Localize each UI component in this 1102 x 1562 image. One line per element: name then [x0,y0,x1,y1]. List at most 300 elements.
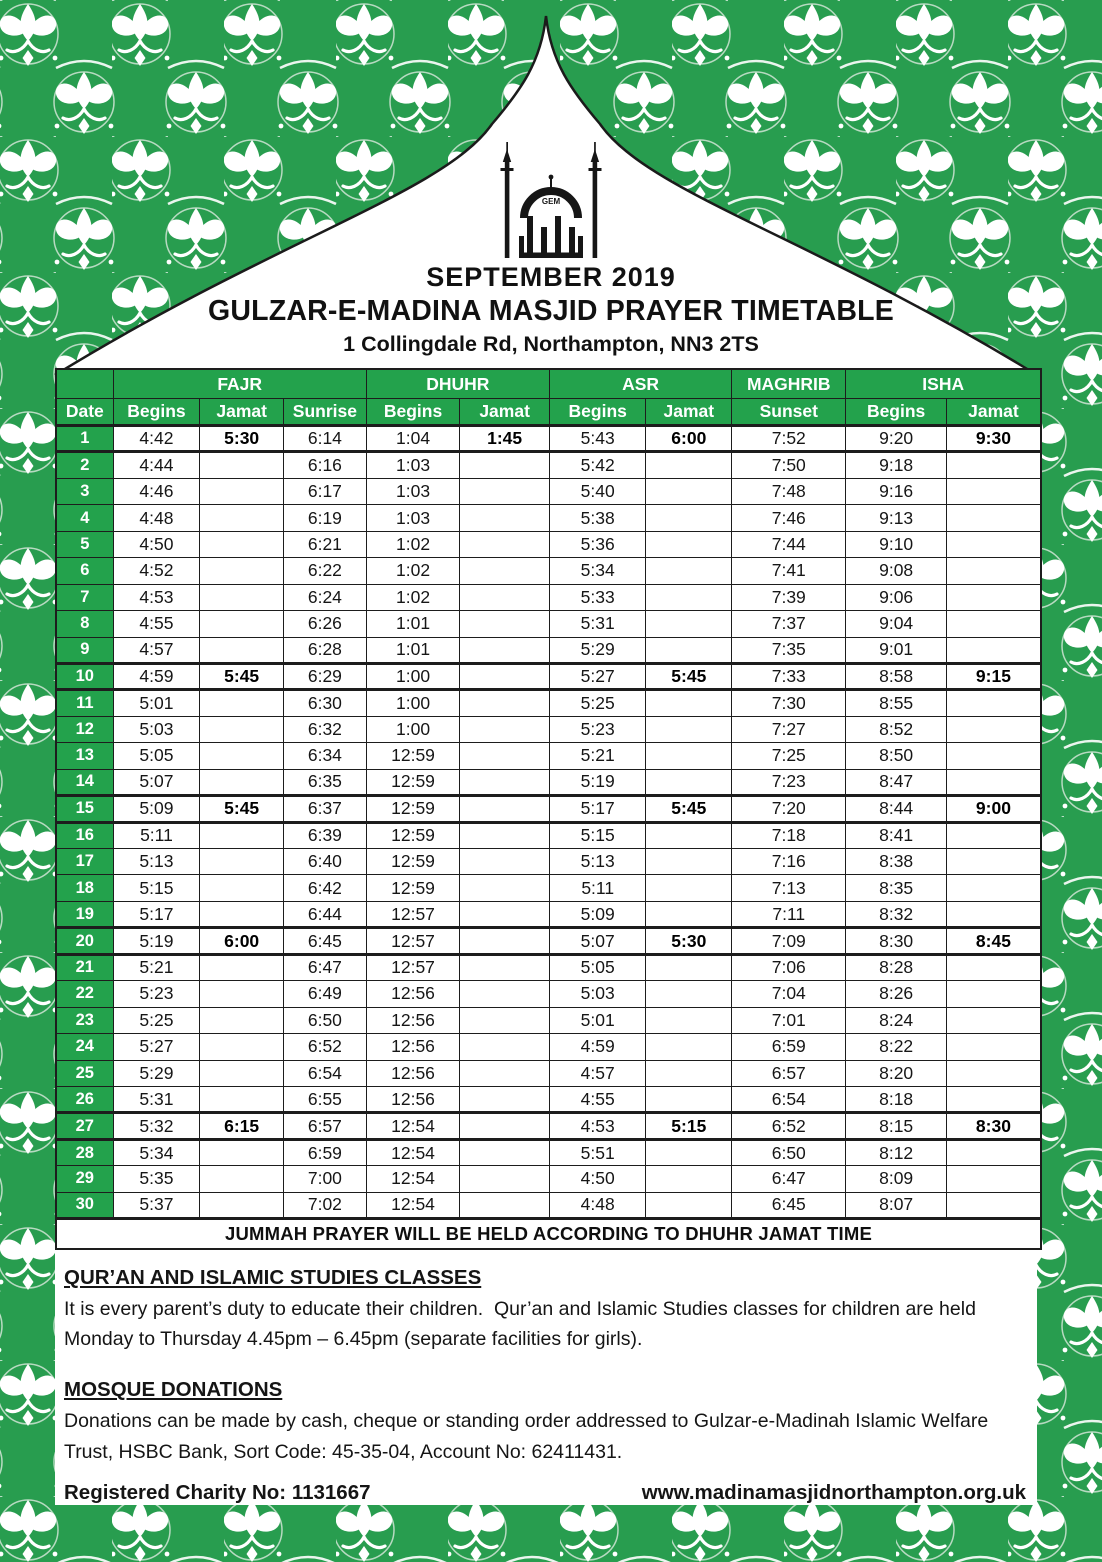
time-cell: 5:32 [113,1113,200,1139]
time-cell: 5:31 [113,1086,200,1112]
time-cell: 5:34 [113,1139,200,1165]
jamat-time-cell [946,822,1041,848]
time-cell: 5:35 [113,1166,200,1192]
time-cell: 7:00 [284,1166,367,1192]
jamat-time-cell [646,1192,732,1218]
table-row [56,663,1041,689]
jamat-time-cell [946,1034,1041,1060]
time-cell: 4:46 [113,478,200,504]
table-row [56,769,1041,795]
jamat-time-cell [946,611,1041,637]
time-cell: 5:23 [549,716,646,742]
jamat-time-cell [460,637,550,663]
jamat-time-cell [646,1086,732,1112]
jamat-time-cell [646,901,732,927]
date-cell: 13 [56,743,113,769]
jamat-time-cell [460,690,550,716]
jamat-time-cell [200,1086,284,1112]
table-row [56,1192,1041,1218]
time-cell: 4:52 [113,558,200,584]
jamat-time-cell [460,981,550,1007]
jamat-time-cell [946,584,1041,610]
date-cell: 6 [56,558,113,584]
time-cell: 6:14 [284,426,367,452]
table-row [56,637,1041,663]
time-cell: 8:26 [846,981,946,1007]
time-cell: 7:18 [732,822,846,848]
jamat-time-cell [946,505,1041,531]
time-cell: 5:01 [113,690,200,716]
table-row [56,901,1041,927]
jamat-time-cell [646,690,732,716]
jamat-time-cell [946,716,1041,742]
time-cell: 5:25 [113,1007,200,1033]
time-cell: 12:56 [366,1034,460,1060]
table-row [56,1113,1041,1139]
time-cell: 5:38 [549,505,646,531]
time-cell: 12:59 [366,743,460,769]
time-cell: 6:21 [284,531,367,557]
jamat-time-cell [460,954,550,980]
jamat-time-cell [946,954,1041,980]
jamat-time-cell [200,849,284,875]
jamat-time-cell [460,928,550,954]
time-cell: 8:32 [846,901,946,927]
jamat-time-cell [946,743,1041,769]
table-row [56,875,1041,901]
time-cell: 1:04 [366,426,460,452]
date-cell: 7 [56,584,113,610]
time-cell: 6:45 [284,928,367,954]
time-cell: 4:44 [113,452,200,478]
time-cell: 7:01 [732,1007,846,1033]
time-cell: 7:50 [732,452,846,478]
jamat-time-cell [460,505,550,531]
section-heading: MOSQUE DONATIONS [64,1378,283,1402]
time-cell: 7:04 [732,981,846,1007]
table-row [56,1060,1041,1086]
jamat-time-cell [646,1166,732,1192]
jamat-time-cell [646,822,732,848]
time-cell: 5:51 [549,1139,646,1165]
time-cell: 5:36 [549,531,646,557]
time-cell: 12:59 [366,849,460,875]
time-cell: 9:08 [846,558,946,584]
date-cell: 3 [56,478,113,504]
time-cell: 12:57 [366,901,460,927]
time-cell: 1:03 [366,478,460,504]
time-cell: 5:29 [549,637,646,663]
jamat-time-cell [460,901,550,927]
jamat-time-cell: 9:30 [946,426,1041,452]
time-cell: 12:59 [366,875,460,901]
jamat-time-cell [646,478,732,504]
jamat-time-cell [646,1034,732,1060]
time-cell: 6:47 [732,1166,846,1192]
jamat-time-cell: 1:45 [460,426,550,452]
time-cell: 8:12 [846,1139,946,1165]
date-cell: 17 [56,849,113,875]
table-corner-cell [56,369,113,399]
time-cell: 4:50 [549,1166,646,1192]
time-cell: 7:39 [732,584,846,610]
jamat-time-cell [460,716,550,742]
jamat-time-cell [646,981,732,1007]
table-row [56,531,1041,557]
jamat-time-cell [946,637,1041,663]
time-cell: 4:55 [549,1086,646,1112]
date-cell: 2 [56,452,113,478]
column-header: Begins [366,399,460,426]
date-cell: 20 [56,928,113,954]
jamat-time-cell [946,452,1041,478]
time-cell: 8:20 [846,1060,946,1086]
date-cell: 8 [56,611,113,637]
table-row [56,1034,1041,1060]
column-header: Jamat [200,399,284,426]
jamat-time-cell [460,663,550,689]
time-cell: 7:20 [732,796,846,822]
jamat-time-cell [460,452,550,478]
time-cell: 6:22 [284,558,367,584]
time-cell: 1:03 [366,505,460,531]
jamat-time-cell [646,452,732,478]
table-row [56,1166,1041,1192]
jamat-time-cell [460,849,550,875]
jamat-time-cell: 5:45 [200,663,284,689]
table-row [56,452,1041,478]
time-cell: 5:37 [113,1192,200,1218]
jamat-time-cell [646,954,732,980]
jamat-time-cell [460,478,550,504]
time-cell: 5:11 [113,822,200,848]
table-row [56,478,1041,504]
time-cell: 5:13 [549,849,646,875]
time-cell: 4:48 [549,1192,646,1218]
time-cell: 7:48 [732,478,846,504]
table-row [56,822,1041,848]
time-cell: 6:19 [284,505,367,531]
jamat-time-cell [946,849,1041,875]
time-cell: 9:13 [846,505,946,531]
date-cell: 14 [56,769,113,795]
time-cell: 5:27 [549,663,646,689]
time-cell: 5:15 [549,822,646,848]
jamat-time-cell [200,716,284,742]
jamat-time-cell [946,1166,1041,1192]
time-cell: 8:38 [846,849,946,875]
jamat-time-cell [200,558,284,584]
time-cell: 5:40 [549,478,646,504]
time-cell: 12:54 [366,1113,460,1139]
time-cell: 6:16 [284,452,367,478]
jamat-time-cell [946,901,1041,927]
jamat-time-cell [200,901,284,927]
info-sections [64,1266,1026,1505]
time-cell: 5:25 [549,690,646,716]
time-cell: 8:52 [846,716,946,742]
time-cell: 12:57 [366,954,460,980]
main-title: GULZAR-E-MADINA MASJID PRAYER TIMETABLE [208,295,894,327]
time-cell: 6:49 [284,981,367,1007]
time-cell: 7:23 [732,769,846,795]
jamat-time-cell: 9:00 [946,796,1041,822]
time-cell: 8:22 [846,1034,946,1060]
date-cell: 27 [56,1113,113,1139]
jamat-time-cell [646,1007,732,1033]
date-cell: 22 [56,981,113,1007]
time-cell: 12:59 [366,822,460,848]
website-url: www.madinamasjidnorthampton.org.uk [641,1480,1026,1504]
time-cell: 7:52 [732,426,846,452]
jamat-time-cell [946,478,1041,504]
jamat-time-cell [460,875,550,901]
time-cell: 7:44 [732,531,846,557]
table-row [56,1007,1041,1033]
mosque-logo [0,140,1102,262]
time-cell: 1:02 [366,531,460,557]
jamat-time-cell: 8:30 [946,1113,1041,1139]
date-cell: 26 [56,1086,113,1112]
jamat-time-cell [946,1007,1041,1033]
time-cell: 6:57 [732,1060,846,1086]
time-cell: 6:54 [732,1086,846,1112]
time-cell: 6:37 [284,796,367,822]
time-cell: 7:37 [732,611,846,637]
time-cell: 1:00 [366,690,460,716]
time-cell: 7:27 [732,716,846,742]
time-cell: 5:43 [549,426,646,452]
date-cell: 10 [56,663,113,689]
jamat-time-cell [460,1192,550,1218]
time-cell: 7:30 [732,690,846,716]
time-cell: 1:00 [366,716,460,742]
jamat-time-cell [946,1086,1041,1112]
time-cell: 8:50 [846,743,946,769]
column-header: Begins [113,399,200,426]
table-row [56,954,1041,980]
time-cell: 6:34 [284,743,367,769]
time-cell: 1:01 [366,637,460,663]
jamat-time-cell [460,1034,550,1060]
time-cell: 1:01 [366,611,460,637]
time-cell: 7:16 [732,849,846,875]
time-cell: 8:15 [846,1113,946,1139]
time-cell: 7:33 [732,663,846,689]
time-cell: 12:54 [366,1192,460,1218]
jamat-time-cell [200,743,284,769]
time-cell: 6:24 [284,584,367,610]
time-cell: 12:56 [366,1086,460,1112]
time-cell: 6:55 [284,1086,367,1112]
date-cell: 16 [56,822,113,848]
time-cell: 5:09 [549,901,646,927]
time-cell: 6:45 [732,1192,846,1218]
jamat-time-cell: 5:30 [646,928,732,954]
time-cell: 7:13 [732,875,846,901]
jamat-time-cell [646,584,732,610]
jamat-time-cell [200,769,284,795]
time-cell: 5:19 [549,769,646,795]
time-cell: 8:47 [846,769,946,795]
jamat-time-cell [460,1086,550,1112]
title-block [0,262,1102,358]
date-cell: 9 [56,637,113,663]
time-cell: 5:03 [549,981,646,1007]
jamat-time-cell [946,769,1041,795]
prayer-timetable [55,368,1042,1250]
time-cell: 8:44 [846,796,946,822]
time-cell: 4:48 [113,505,200,531]
time-cell: 5:11 [549,875,646,901]
column-header: Begins [846,399,946,426]
time-cell: 9:16 [846,478,946,504]
month-title: SEPTEMBER 2019 [426,262,676,292]
time-cell: 7:02 [284,1192,367,1218]
column-header: Sunrise [284,399,367,426]
time-cell: 5:27 [113,1034,200,1060]
jamat-time-cell [946,1139,1041,1165]
time-cell: 7:11 [732,901,846,927]
jamat-time-cell [460,743,550,769]
time-cell: 5:29 [113,1060,200,1086]
jamat-time-cell [200,954,284,980]
date-cell: 24 [56,1034,113,1060]
mosque-donations-section [64,1378,1026,1466]
table-row [56,690,1041,716]
time-cell: 6:35 [284,769,367,795]
jamat-time-cell [200,1192,284,1218]
date-cell: 15 [56,796,113,822]
jummah-note: JUMMAH PRAYER WILL BE HELD ACCORDING TO DHUHR JAMAT TIME [56,1219,1041,1250]
time-cell: 5:42 [549,452,646,478]
jamat-time-cell: 5:45 [200,796,284,822]
time-cell: 5:21 [549,743,646,769]
prayer-group-header: DHUHR [366,369,549,399]
jamat-time-cell [646,558,732,584]
time-cell: 7:35 [732,637,846,663]
time-cell: 7:06 [732,954,846,980]
date-cell: 23 [56,1007,113,1033]
jamat-time-cell [200,1166,284,1192]
jamat-time-cell [200,637,284,663]
time-cell: 6:40 [284,849,367,875]
date-cell: 5 [56,531,113,557]
jamat-time-cell [200,505,284,531]
time-cell: 6:50 [284,1007,367,1033]
jamat-time-cell [200,981,284,1007]
column-header: Sunset [732,399,846,426]
jamat-time-cell [946,1060,1041,1086]
time-cell: 5:05 [549,954,646,980]
mosque-kufic-logo-icon [463,140,639,262]
jamat-time-cell [200,1060,284,1086]
date-cell: 4 [56,505,113,531]
jamat-time-cell [460,1113,550,1139]
column-header: Begins [549,399,646,426]
jamat-time-cell [200,1034,284,1060]
section-heading: QUR’AN AND ISLAMIC STUDIES CLASSES [64,1266,482,1289]
jamat-time-cell [460,611,550,637]
footer-row [64,1481,1026,1505]
table-row [56,743,1041,769]
jamat-time-cell [646,505,732,531]
table-row [56,505,1041,531]
time-cell: 5:21 [113,954,200,980]
time-cell: 7:25 [732,743,846,769]
time-cell: 5:17 [549,796,646,822]
table-row [56,584,1041,610]
jamat-time-cell [200,478,284,504]
time-cell: 4:50 [113,531,200,557]
jamat-time-cell [460,796,550,822]
jamat-time-cell [646,531,732,557]
time-cell: 6:32 [284,716,367,742]
jamat-time-cell [646,611,732,637]
jamat-time-cell: 5:15 [646,1113,732,1139]
time-cell: 8:18 [846,1086,946,1112]
jamat-time-cell [460,769,550,795]
table-row [56,558,1041,584]
time-cell: 1:02 [366,558,460,584]
prayer-group-header: ASR [549,369,731,399]
time-cell: 8:35 [846,875,946,901]
jamat-time-cell: 6:00 [200,928,284,954]
time-cell: 6:26 [284,611,367,637]
time-cell: 5:01 [549,1007,646,1033]
jamat-time-cell: 5:30 [200,426,284,452]
time-cell: 8:41 [846,822,946,848]
time-cell: 12:56 [366,981,460,1007]
jamat-time-cell [946,531,1041,557]
time-cell: 5:34 [549,558,646,584]
date-cell: 21 [56,954,113,980]
jamat-time-cell: 9:15 [946,663,1041,689]
time-cell: 7:41 [732,558,846,584]
time-cell: 5:19 [113,928,200,954]
jamat-time-cell [646,875,732,901]
jamat-time-cell [200,452,284,478]
jamat-time-cell [460,1060,550,1086]
time-cell: 4:59 [549,1034,646,1060]
table-row [56,611,1041,637]
time-cell: 4:57 [113,637,200,663]
time-cell: 1:00 [366,663,460,689]
jamat-time-cell [200,875,284,901]
jamat-time-cell [646,716,732,742]
jamat-time-cell [200,531,284,557]
jamat-time-cell [646,743,732,769]
address: 1 Collingdale Rd, Northampton, NN3 2TS [343,332,759,356]
jamat-time-cell: 5:45 [646,663,732,689]
time-cell: 5:33 [549,584,646,610]
date-cell: 1 [56,426,113,452]
time-cell: 4:53 [549,1113,646,1139]
time-cell: 7:46 [732,505,846,531]
jamat-time-cell: 8:45 [946,928,1041,954]
logo-dome-text: GEM [541,197,561,206]
jamat-time-cell [946,875,1041,901]
time-cell: 5:03 [113,716,200,742]
time-cell: 9:06 [846,584,946,610]
time-cell: 1:02 [366,584,460,610]
jamat-time-cell [646,849,732,875]
time-cell: 5:15 [113,875,200,901]
date-cell: 30 [56,1192,113,1218]
jamat-time-cell [460,1139,550,1165]
time-cell: 5:05 [113,743,200,769]
time-cell: 4:42 [113,426,200,452]
